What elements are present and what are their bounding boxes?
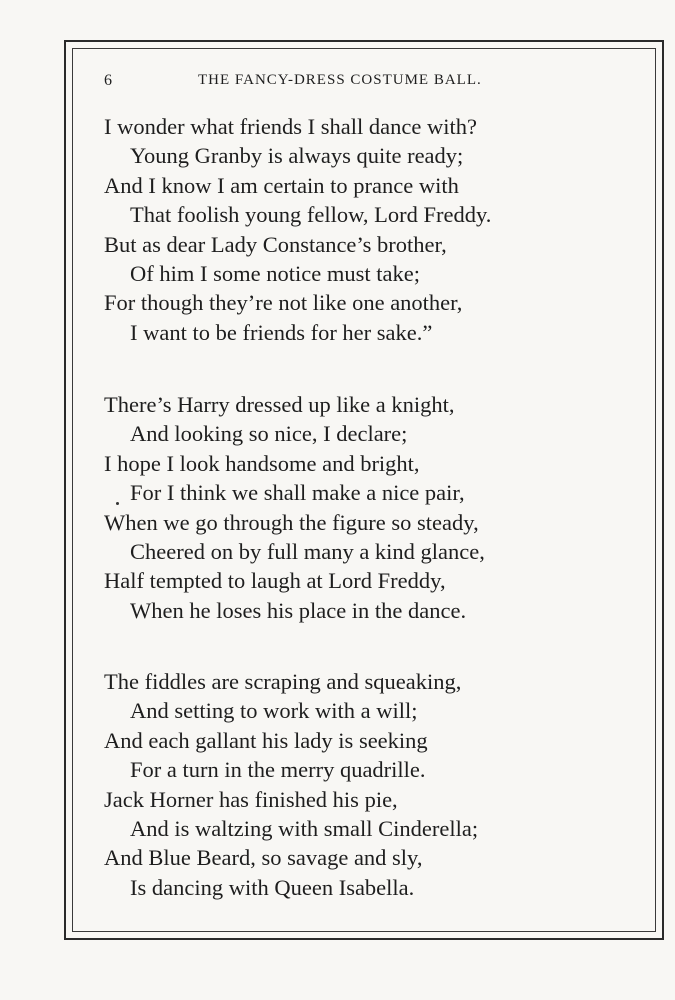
poem-line: I want to be friends for her sake.” — [130, 319, 433, 345]
poem-line: When he loses his place in the dance. — [130, 597, 467, 623]
stanza-3 — [104, 667, 634, 902]
poem-line: I wonder what friends I shall dance with? — [104, 114, 477, 139]
poem-line: But as dear Lady Constance’s brother, — [104, 231, 447, 257]
poem-line: And is waltzing with small Cinderella; — [130, 815, 479, 841]
poem-line: Of him I some notice must take; — [130, 260, 420, 286]
poem-line: When we go through the figure so steady, — [104, 509, 479, 535]
poem-line: Cheered on by full many a kind glance, — [130, 538, 485, 564]
poem-line: For I think we shall make a nice pair, — [130, 480, 465, 506]
poem-line: Is dancing with Queen Isabella. — [130, 874, 415, 900]
poem-line: And Blue Beard, so savage and sly, — [104, 845, 423, 871]
page-header — [104, 72, 624, 94]
poem-line: There’s Harry dressed up like a knight, — [104, 392, 455, 417]
poem-line: Half tempted to laugh at Lord Freddy, — [104, 568, 446, 594]
stanza-1 — [104, 112, 634, 347]
poem-line: Jack Horner has finished his pie, — [104, 786, 398, 812]
poem-line: The fiddles are scraping and squeaking, — [104, 669, 462, 694]
poem-line: I hope I look handsome and bright, — [104, 450, 420, 476]
poem-line: For though they’re not like one another, — [104, 290, 463, 316]
poem-line: And I know I am certain to prance with — [104, 172, 459, 198]
stanza-2 — [104, 390, 634, 625]
poem-line: And each gallant his lady is seeking — [104, 727, 428, 753]
poem-line: And looking so nice, I declare; — [130, 421, 408, 447]
poem-line: For a turn in the merry quadrille. — [130, 757, 426, 783]
ink-speck — [116, 502, 119, 505]
poem-line: Young Granby is always quite ready; — [130, 143, 464, 169]
page-number: 6 — [104, 72, 113, 89]
running-title: THE FANCY-DRESS COSTUME BALL. — [198, 72, 482, 88]
poem-line: And setting to work with a will; — [130, 698, 418, 724]
poem-line: That foolish young fellow, Lord Freddy. — [130, 202, 492, 228]
